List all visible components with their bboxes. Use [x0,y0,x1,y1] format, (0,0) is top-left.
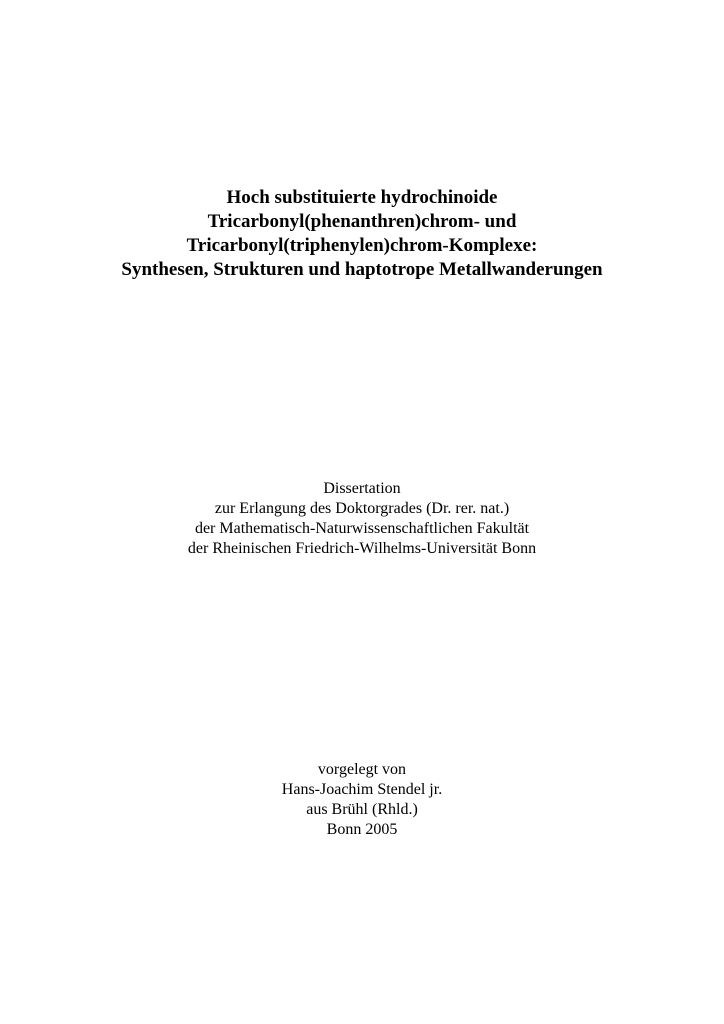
dissertation-label: Dissertation [323,480,401,497]
submitted-by-label: vorgelegt von [317,761,407,778]
title-line-1: Hoch substituierte hydrochinoide [226,187,498,208]
author-name: Hans-Joachim Stendel jr. [281,781,443,798]
faculty-line: der Mathematisch-Naturwissenschaftlichen Fakultät [194,520,530,537]
degree-line: zur Erlangung des Doktorgrades (Dr. rer. nat.) [214,500,510,517]
title-line-2: Tricarbonyl(phenanthren)chrom- und [207,211,517,232]
author-block [0,760,724,840]
title-line-3: Tricarbonyl(triphenylen)chrom-Komplexe: [186,235,538,256]
university-line: der Rheinischen Friedrich-Wilhelms-Universität Bonn [187,540,537,557]
thesis-title [0,186,724,282]
dissertation-statement [0,479,724,559]
place-and-year: Bonn 2005 [326,821,398,838]
title-line-4: Synthesen, Strukturen und haptotrope Metallwanderungen [121,259,603,280]
author-origin: aus Brühl (Rhld.) [306,801,418,818]
